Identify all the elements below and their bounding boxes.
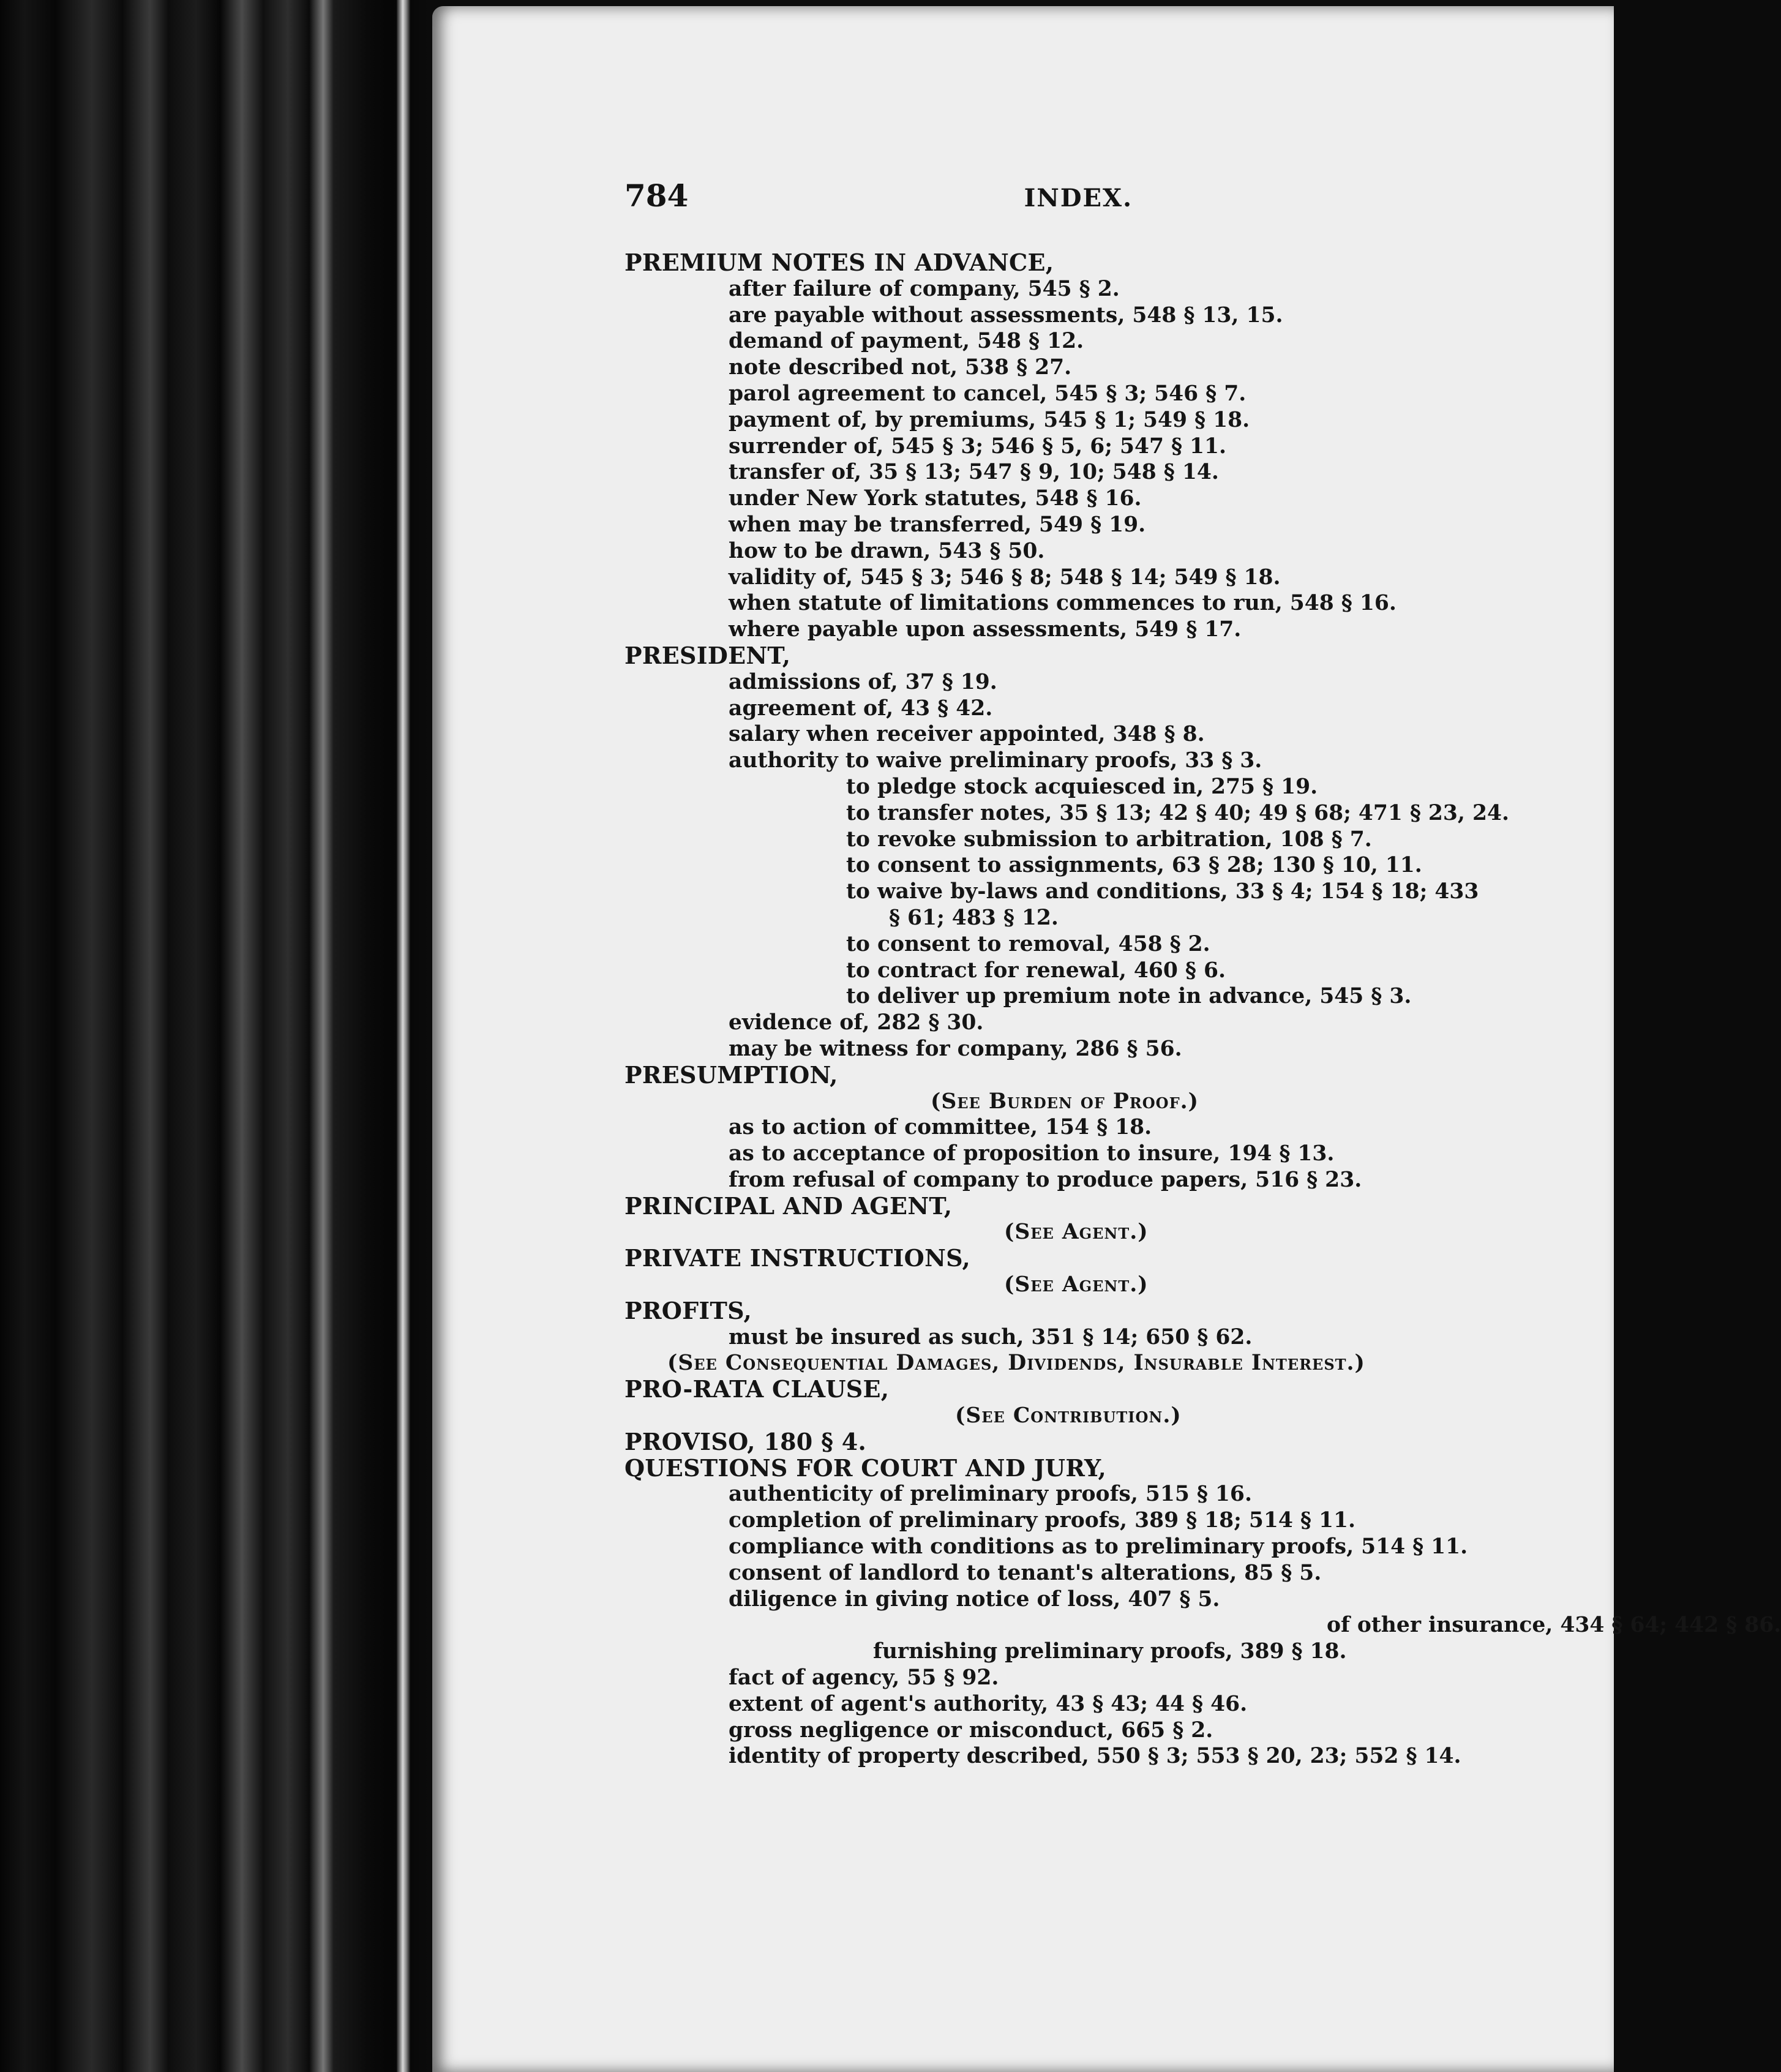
index-subentry: diligence in giving notice of loss, 407 § 5. <box>729 1586 1220 1612</box>
page-edge <box>397 0 410 2072</box>
index-subentry-nested: to contract for renewal, 460 § 6. <box>846 958 1226 983</box>
index-subentry: when statute of limitations commences to run, 548 § 16. <box>729 591 1397 616</box>
cross-reference: (See Agent.) <box>1004 1220 1149 1245</box>
index-subentry: admissions of, 37 § 19. <box>729 669 997 694</box>
index-subentry: when may be transferred, 549 § 19. <box>729 512 1146 537</box>
index-subentry-nested: to transfer notes, 35 § 13; 42 § 40; 49 § 68; 471 § 23, 24. <box>846 800 1509 825</box>
index-subentry: completion of preliminary proofs, 389 § 18; 514 § 11. <box>729 1508 1355 1533</box>
index-heading: PRESUMPTION, <box>624 1060 838 1089</box>
index-heading: PRESIDENT, <box>624 641 791 669</box>
index-subentry: gross negligence or misconduct, 665 § 2. <box>729 1717 1213 1743</box>
index-subentry: must be insured as such, 351 § 14; 650 § 62. <box>729 1324 1253 1349</box>
index-subentry: note described not, 538 § 27. <box>729 355 1072 380</box>
index-subentry: as to action of committee, 154 § 18. <box>729 1115 1152 1140</box>
index-subentry: surrender of, 545 § 3; 546 § 5, 6; 547 § 11. <box>729 434 1227 459</box>
index-subentry: under New York statutes, 548 § 16. <box>729 486 1142 511</box>
cross-reference: (See Consequential Damages, Dividends, Insurable Interest.) <box>667 1351 1365 1376</box>
index-subentry: extent of agent's authority, 43 § 43; 44 § 46. <box>729 1691 1248 1716</box>
running-title: INDEX. <box>1024 184 1133 212</box>
index-continuation: § 61; 483 § 12. <box>889 905 1059 930</box>
cross-reference: (See Agent.) <box>1004 1272 1149 1297</box>
index-subentry: are payable without assessments, 548 § 13, 15. <box>729 302 1283 328</box>
cross-reference: (See Burden of Proof.) <box>931 1089 1199 1114</box>
index-subentry: agreement of, 43 § 42. <box>729 696 993 721</box>
index-subentry: after failure of company, 545 § 2. <box>729 276 1120 301</box>
index-subentry-nested: to revoke submission to arbitration, 108 § 7. <box>846 827 1372 852</box>
index-subentry: how to be drawn, 543 § 50. <box>729 538 1045 563</box>
index-subentry: payment of, by premiums, 545 § 1; 549 § 18. <box>729 407 1250 432</box>
index-subentry: compliance with conditions as to preliminary proofs, 514 § 11. <box>729 1534 1468 1560</box>
index-subentry: parol agreement to cancel, 545 § 3; 546 § 7. <box>729 381 1247 406</box>
index-heading: PROVISO, 180 § 4. <box>624 1427 867 1455</box>
index-subentry: may be witness for company, 286 § 56. <box>729 1036 1182 1061</box>
index-heading: PREMIUM NOTES IN ADVANCE, <box>624 249 1054 276</box>
index-subentry-nested: to waive by-laws and conditions, 33 § 4; 154 § 18; 433 <box>846 879 1479 904</box>
index-heading: PRO-RATA CLAUSE, <box>624 1375 890 1403</box>
index-heading: PRINCIPAL AND AGENT, <box>624 1192 953 1220</box>
index-subentry-nested: furnishing preliminary proofs, 389 § 18. <box>873 1639 1347 1664</box>
index-subentry-nested: to consent to assignments, 63 § 28; 130 § 10, 11. <box>846 853 1422 878</box>
index-subentry: transfer of, 35 § 13; 547 § 9, 10; 548 § 14. <box>729 460 1219 485</box>
index-subentry: from refusal of company to produce papers, 516 § 23. <box>729 1167 1362 1192</box>
index-heading: PRIVATE INSTRUCTIONS, <box>624 1244 971 1272</box>
cross-reference: (See Contribution.) <box>955 1403 1182 1428</box>
index-subentry: validity of, 545 § 3; 546 § 8; 548 § 14; 549 § 18. <box>729 565 1281 590</box>
index-subentry: consent of landlord to tenant's alterations, 85 § 5. <box>729 1560 1322 1585</box>
index-heading: QUESTIONS FOR COURT AND JURY, <box>624 1454 1107 1482</box>
index-subentry: salary when receiver appointed, 348 § 8. <box>729 722 1205 747</box>
index-subentry: authority to waive preliminary proofs, 33 § 3. <box>729 748 1262 773</box>
index-subentry: authenticity of preliminary proofs, 515 § 16. <box>729 1482 1252 1507</box>
running-head <box>624 178 1206 214</box>
index-subentry-nested: to deliver up premium note in advance, 545 § 3. <box>846 984 1412 1009</box>
index-subentry: as to acceptance of proposition to insure, 194 § 13. <box>729 1141 1335 1166</box>
book-binding <box>0 0 429 2072</box>
index-subentry-nested: of other insurance, 434 § 64; 442 § 86. <box>1327 1613 1781 1638</box>
index-subentry: evidence of, 282 § 30. <box>729 1010 984 1035</box>
index-subentry: identity of property described, 550 § 3; 553 § 20, 23; 552 § 14. <box>729 1744 1461 1769</box>
index-subentry: fact of agency, 55 § 92. <box>729 1665 999 1691</box>
index-subentry-nested: to pledge stock acquiesced in, 275 § 19. <box>846 774 1318 799</box>
index-heading: PROFITS, <box>624 1296 752 1324</box>
index-subentry: demand of payment, 548 § 12. <box>729 329 1084 354</box>
index-body <box>624 249 1781 1770</box>
page-number: 784 <box>624 178 689 214</box>
index-subentry: where payable upon assessments, 549 § 17. <box>729 617 1242 642</box>
index-subentry-nested: to consent to removal, 458 § 2. <box>846 931 1210 956</box>
